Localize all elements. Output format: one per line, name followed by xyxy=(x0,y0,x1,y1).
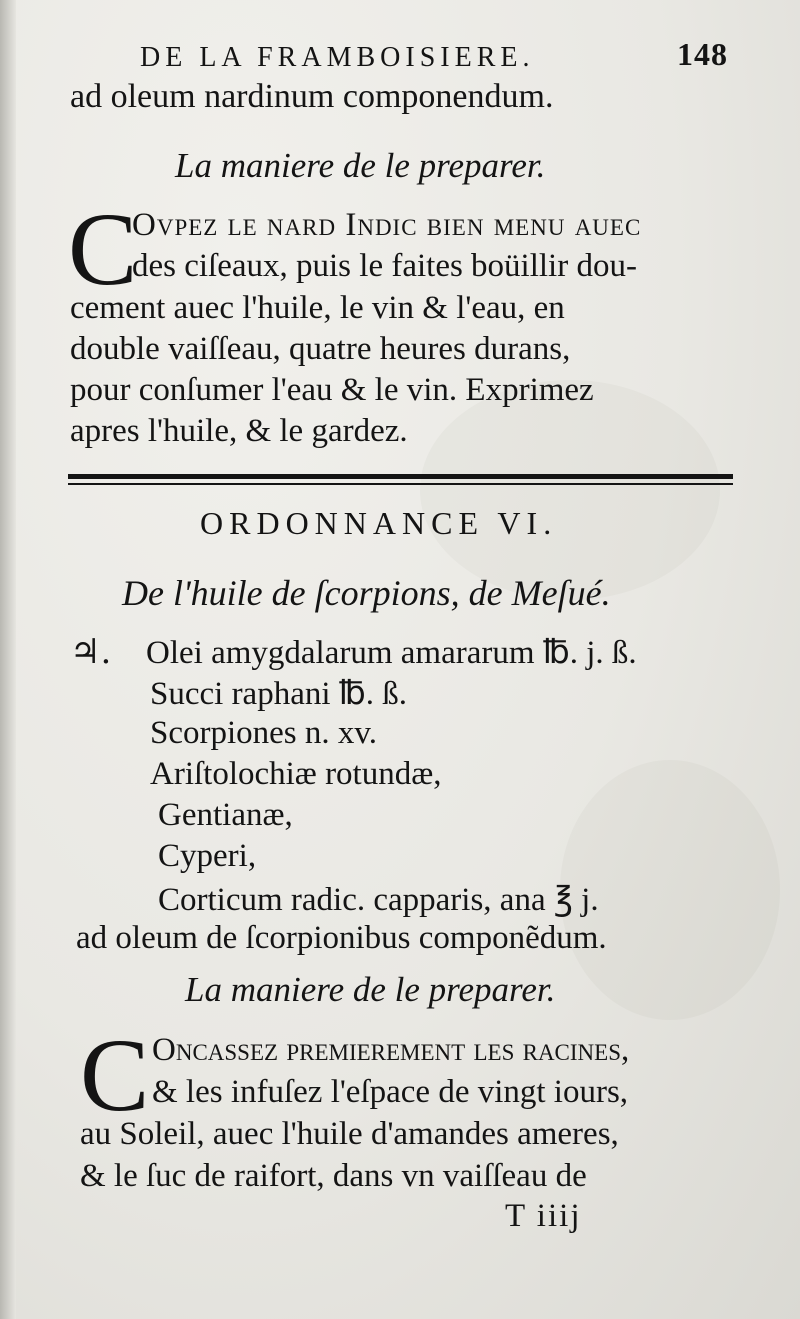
ingredient-line: Scorpiones n. xv. xyxy=(150,715,378,751)
signature-mark: T iiij xyxy=(505,1198,582,1234)
ordonnance-title: ORDONNANCE VI. xyxy=(200,505,558,541)
page-edge xyxy=(0,0,16,1319)
text-line: ad oleum de ſcorpionibus componẽdum. xyxy=(76,920,607,956)
ingredient-line: Cyperi, xyxy=(158,838,257,874)
text-line: des ciſeaux, puis le faites boüillir dou- xyxy=(132,248,637,284)
drop-cap: C xyxy=(68,192,138,307)
ingredient-line: Gentianæ, xyxy=(158,797,293,833)
section-subhead: La maniere de le preparer. xyxy=(175,146,546,185)
text-line: double vaiſſeau, quatre heures durans, xyxy=(70,331,571,367)
text-line: & les infuſez l'eſpace de vingt iours, xyxy=(152,1074,629,1110)
section-divider-thin xyxy=(68,483,733,485)
paper-stain xyxy=(420,380,720,600)
page-header xyxy=(140,36,740,80)
section-subhead: La maniere de le preparer. xyxy=(185,970,556,1009)
drop-cap: C xyxy=(80,1018,150,1133)
text-line: cement auec l'huile, le vin & l'eau, en xyxy=(70,290,565,326)
ingredient-line: Olei amygdalarum amararum ℔. j. ß. xyxy=(146,635,637,671)
running-head: DE LA FRAMBOISIERE. xyxy=(140,42,535,73)
page-number: 148 xyxy=(677,36,728,72)
text-line: Oncassez premierement les racines, xyxy=(152,1032,630,1068)
text-line: apres l'huile, & le gardez. xyxy=(70,413,408,449)
text-line: pour conſumer l'eau & le vin. Exprimez xyxy=(70,372,594,408)
ingredient-line: Succi raphani ℔. ß. xyxy=(150,676,408,712)
ordonnance-subtitle: De l'huile de ſcorpions, de Meſué. xyxy=(122,573,611,613)
text-line: ad oleum nardinum componendum. xyxy=(70,78,554,115)
section-divider xyxy=(68,474,733,479)
ingredient-line: Corticum radic. capparis, ana ℥ j. xyxy=(158,882,599,918)
text-line: au Soleil, auec l'huile d'amandes ameres, xyxy=(80,1116,619,1152)
text-line: & le ſuc de raifort, dans vn vaiſſeau de xyxy=(80,1158,587,1194)
ingredient-line: Ariſtolochiæ rotundæ, xyxy=(150,756,442,792)
text-line: Ovpez le nard Indic bien menu auec xyxy=(132,207,642,243)
recipe-sign-icon: ♃. xyxy=(70,632,112,672)
